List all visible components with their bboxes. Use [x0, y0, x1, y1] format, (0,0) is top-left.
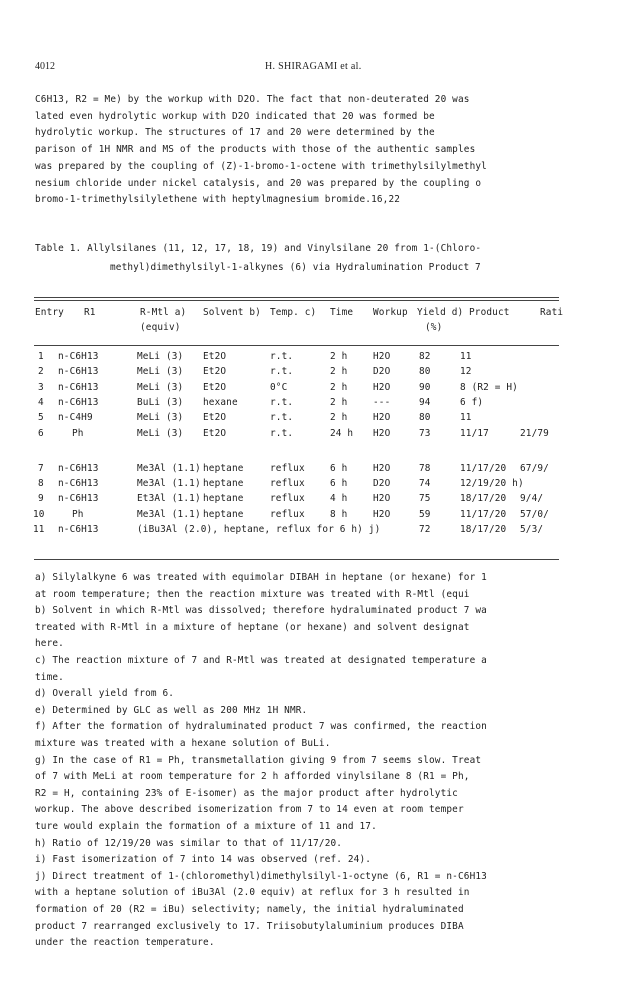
intro-line: hydrolytic workup. The structures of 17 and 20 were determined by the: [35, 127, 435, 139]
table-cell: 57/0/: [520, 508, 549, 520]
column-header: Product: [469, 307, 510, 318]
footnote-line: ture would explain the formation of a mixture of 11 and 17.: [35, 821, 377, 832]
table-cell: 2 h: [330, 396, 348, 408]
table-cell: 67/9/: [520, 462, 549, 474]
table-cell: BuLi (3): [137, 396, 184, 408]
table-cell: 80: [419, 366, 431, 378]
column-header: Entry: [35, 307, 64, 318]
column-header: R-Mtl a): [140, 307, 187, 318]
footnote-line: time.: [35, 671, 64, 683]
column-header: Temp. c): [270, 307, 317, 318]
table-cell: 74: [419, 478, 431, 490]
table-cell: 5: [38, 412, 44, 424]
table-cell: H2O: [373, 493, 391, 505]
footnote-line: R2 = H, containing 23% of E-isomer) as the major product after hydrolytic: [35, 787, 458, 799]
table-rule-top: [34, 297, 559, 298]
footnote-line: i) Fast isomerization of 7 into 14 was observed (ref. 24).: [35, 854, 372, 866]
table-cell: 8 h: [330, 508, 348, 520]
table-cell: n-C6H13: [58, 381, 99, 393]
footnote-line: product 7 rearranged exclusively to 17. Triisobutylaluminium produces DIBA: [35, 920, 464, 932]
footnote-line: g) In the case of R1 = Ph, transmetallation giving 9 from 7 seems slow. Treat: [35, 754, 482, 766]
table-cell: 7: [38, 462, 44, 474]
footnote-line: under the reaction temperature.: [35, 937, 215, 949]
table-cell: 59: [419, 508, 431, 520]
table-cell: 6 h: [330, 462, 348, 474]
table-cell: D2O: [373, 478, 391, 490]
table-cell: H2O: [373, 427, 391, 439]
column-header: Time: [330, 307, 354, 318]
table-cell: Et2O: [203, 351, 227, 362]
footnote-line: j) Direct treatment of 1-(chloromethyl)dimethylsilyl-1-octyne (6, R1 = n-C6H13: [35, 870, 487, 882]
footnote-line: f) After the formation of hydraluminated product 7 was confirmed, the reaction: [35, 721, 487, 733]
intro-line: parison of 1H NMR and MS of the products with those of the authentic samples: [35, 144, 476, 156]
table-cell: Et3Al (1.1): [137, 493, 201, 505]
table-cell: n-C6H13: [58, 366, 99, 378]
table-cell: 11/17/20: [460, 462, 507, 474]
table-cell: MeLi (3): [137, 427, 184, 439]
table-cell: 9: [38, 493, 44, 505]
table-cell: n-C6H13: [58, 462, 99, 474]
table-cell: H2O: [373, 351, 391, 362]
table-cell: 11: [460, 351, 472, 362]
table-cell: 8 (R2 = H): [460, 381, 518, 393]
table-cell: reflux: [270, 462, 305, 474]
table-cell: n-C6H13: [58, 478, 99, 490]
table-cell: MeLi (3): [137, 412, 184, 424]
table-cell: heptane: [203, 462, 244, 474]
table-cell: 6 f): [460, 396, 484, 408]
footnote-line: c) The reaction mixture of 7 and R-Mtl was treated at designated temperature a: [35, 655, 487, 666]
table-cell: Me3Al (1.1): [137, 508, 201, 520]
table-cell: 11/17: [460, 427, 489, 439]
table-cell: 6: [38, 427, 44, 439]
table-cell: r.t.: [270, 351, 294, 362]
table-cell: Ph: [72, 427, 84, 439]
table-cell: 0°C: [270, 381, 288, 393]
table-cell: 11/17/20: [460, 508, 507, 520]
table-cell: n-C6H13: [58, 524, 99, 535]
table-cell: heptane: [203, 478, 244, 490]
table-cell: 2: [38, 366, 44, 378]
table-cell: H2O: [373, 381, 391, 393]
footnote-line: workup. The above described isomerization from 7 to 14 even at room temper: [35, 804, 464, 816]
table-cell: reflux: [270, 478, 305, 490]
footnote-line: formation of 20 (R2 = iBu) selectivity; namely, the initial hydraluminated: [35, 904, 464, 915]
footnote-line: b) Solvent in which R-Mtl was dissolved; therefore hydraluminated product 7 wa: [35, 605, 487, 617]
column-header: (equiv): [140, 322, 181, 333]
table-cell: 75: [419, 493, 431, 505]
table-cell: r.t.: [270, 396, 294, 408]
footnote-line: of 7 with MeLi at room temperature for 2 h afforded vinylsilane 8 (R1 = Ph,: [35, 771, 470, 783]
footnote-line: with a heptane solution of iBu3Al (2.0 equiv) at reflux for 3 h resulted in: [35, 887, 470, 899]
footnote-line: at room temperature; then the reaction mixture was treated with R-Mtl (equi: [35, 588, 470, 600]
table-rule-bottom: [34, 559, 559, 560]
intro-line: C6H13, R2 = Me) by the workup with D2O. The fact that non-deuterated 20 was: [35, 94, 470, 105]
table-rule-top-2: [34, 300, 559, 301]
table-cell: n-C6H13: [58, 493, 99, 505]
table-title-line: methyl)dimethylsilyl-1-alkynes (6) via Hydralumination Product 7: [110, 262, 481, 273]
table-cell: 11: [460, 412, 472, 424]
table-cell: Et2O: [203, 366, 227, 378]
table-cell: 8: [38, 478, 44, 490]
table-cell: 2 h: [330, 412, 348, 424]
table-cell: 72: [419, 524, 431, 535]
table-cell: 2 h: [330, 366, 348, 378]
intro-line: bromo-1-trimethylsilylethene with heptylmagnesium bromide.16,22: [35, 194, 401, 206]
table-cell: 2 h: [330, 351, 348, 362]
table-cell: 21/79: [520, 427, 549, 439]
column-header: Yield d): [417, 307, 464, 318]
table-cell: 82: [419, 351, 431, 362]
table-cell: Me3Al (1.1): [137, 462, 201, 474]
table-cell: 11: [33, 524, 45, 535]
running-head: H. SHIRAGAMI et al.: [265, 61, 362, 72]
footnote-line: h) Ratio of 12/19/20 was similar to that of 11/17/20.: [35, 837, 343, 849]
table-cell: 4 h: [330, 493, 348, 505]
intro-line: nesium chloride under nickel catalysis, and 20 was prepared by the coupling o: [35, 177, 482, 189]
table-cell: r.t.: [270, 366, 294, 378]
table-cell: H2O: [373, 412, 391, 424]
table-cell: H2O: [373, 508, 391, 520]
table-cell: reflux: [270, 508, 305, 520]
table-cell: 12/19/20 h): [460, 478, 524, 490]
footnote-line: e) Determined by GLC as well as 200 MHz 1H NMR.: [35, 704, 308, 716]
table-cell: 9/4/: [520, 493, 544, 505]
table-cell: 3: [38, 381, 44, 393]
footnote-line: here.: [35, 638, 64, 650]
table-cell: 18/17/20: [460, 524, 507, 535]
table-cell: MeLi (3): [137, 366, 184, 378]
table-cell: Et2O: [203, 381, 227, 393]
column-header: Rati: [540, 307, 564, 318]
footnote-line: a) Silylalkyne 6 was treated with equimolar DIBAH in heptane (or hexane) for 1: [35, 572, 487, 583]
footnote-line: treated with R-Mtl in a mixture of heptane (or hexane) and solvent designat: [35, 621, 470, 633]
table-cell: heptane: [203, 508, 244, 520]
table-cell: 12: [460, 366, 472, 378]
table-cell: MeLi (3): [137, 381, 184, 393]
table-cell: 73: [419, 427, 431, 439]
table-cell: 10: [33, 508, 45, 520]
table-cell: 24 h: [330, 427, 354, 439]
table-cell: Et2O: [203, 412, 227, 424]
table-cell: n-C6H13: [58, 396, 99, 408]
column-header: Workup: [373, 307, 408, 318]
table-cell: 4: [38, 396, 44, 408]
page-number: 4012: [35, 61, 55, 72]
table-cell: Me3Al (1.1): [137, 478, 201, 490]
table-cell: 18/17/20: [460, 493, 507, 505]
table-title-line: Table 1. Allylsilanes (11, 12, 17, 18, 19) and Vinylsilane 20 from 1-(Chloro-: [35, 243, 482, 254]
table-cell: n-C4H9: [58, 412, 93, 424]
table-cell: ---: [373, 396, 391, 408]
table-cell: 2 h: [330, 381, 348, 393]
intro-line: lated even hydrolytic workup with D2O indicated that 20 was formed be: [35, 110, 435, 122]
table-cell: Ph: [72, 508, 84, 520]
table-cell: 1: [38, 351, 44, 362]
table-cell: 80: [419, 412, 431, 424]
footnote-line: d) Overall yield from 6.: [35, 688, 175, 700]
table-rule-mid: [34, 345, 559, 346]
table-cell: reflux: [270, 493, 305, 505]
table-cell: (iBu3Al (2.0), heptane, reflux for 6 h) j): [137, 524, 381, 535]
table-cell: Et2O: [203, 427, 227, 439]
table-cell: 5/3/: [520, 524, 544, 535]
table-cell: n-C6H13: [58, 351, 99, 362]
footnote-line: mixture was treated with a hexane solution of BuLi.: [35, 738, 331, 749]
column-header: Solvent b): [203, 307, 261, 318]
column-header: (%): [425, 322, 443, 333]
table-cell: MeLi (3): [137, 351, 184, 362]
table-cell: 90: [419, 381, 431, 393]
table-cell: r.t.: [270, 412, 294, 424]
table-cell: r.t.: [270, 427, 294, 439]
table-cell: H2O: [373, 462, 391, 474]
table-cell: hexane: [203, 396, 238, 408]
intro-line: was prepared by the coupling of (Z)-1-bromo-1-octene with trimethylsilylmethyl: [35, 160, 487, 172]
table-cell: 6 h: [330, 478, 348, 490]
table-cell: 94: [419, 396, 431, 408]
table-cell: D2O: [373, 366, 391, 378]
table-cell: heptane: [203, 493, 244, 505]
table-cell: 78: [419, 462, 431, 474]
column-header: R1: [84, 307, 96, 318]
